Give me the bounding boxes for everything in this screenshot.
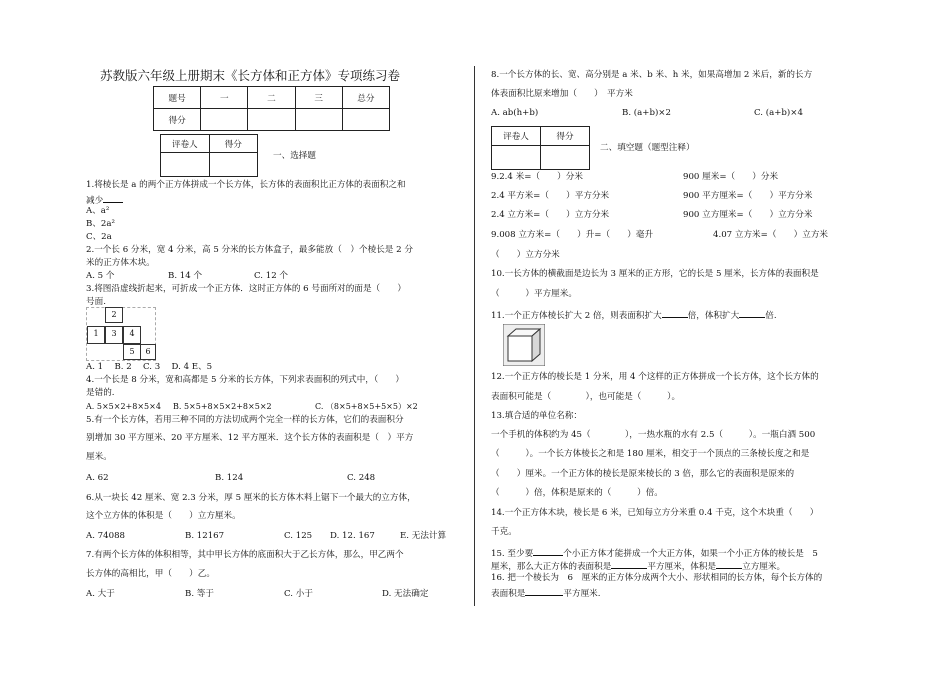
grader-label: 评卷人 — [492, 127, 541, 146]
score-header: 总分 — [342, 87, 389, 109]
q16-blank[interactable] — [525, 586, 563, 596]
q5-option-c[interactable]: C. 248 — [347, 473, 376, 483]
q2-text: 米的正方体木块。 — [86, 258, 155, 268]
q6-option-e[interactable]: E. 无法计算 — [400, 531, 447, 541]
q11-text-pre: 11.一个正方体棱长扩大 2 倍，则表面积扩大 — [491, 311, 662, 321]
q5-text: 5.有一个长方体，若用三种不同的方法切成两个完全一样的长方体，它们的表面积分 — [86, 415, 404, 425]
q2-option-a[interactable]: A. 5 个 — [86, 271, 115, 281]
net-face: 3 — [105, 326, 123, 344]
q6-text: 这个立方体的体积是（ ）立方厘米。 — [86, 511, 241, 521]
grader-cell[interactable] — [541, 146, 590, 170]
q10-text: 10.一长方体的横截面是边长为 3 厘米的正方形，它的长是 5 厘米，长方体的表面积是 — [491, 269, 819, 279]
q15-text-line2-pre: 厘米，那么大正方体的表面积是 — [491, 562, 612, 572]
q16-text: 16. 把一个棱长为 6 厘米的正方体分成两个大小、形状相同的长方体，每个长方体的 — [491, 573, 823, 583]
q9-item[interactable]: 9.008 立方米=（ ）升=（ ）毫升 — [491, 230, 654, 240]
score-cell[interactable] — [248, 109, 295, 131]
q4-option-c[interactable]: C. （8×5+8×5+5×5）×2 — [315, 402, 418, 411]
q1-option-a[interactable]: A、a² — [86, 206, 110, 216]
q1-blank[interactable] — [103, 193, 123, 203]
score-row-label: 得分 — [154, 109, 201, 131]
q15-text-mid: 个小正方体才能拼成一个大正方体，如果一个小正方体的棱长是 5 — [563, 549, 818, 559]
q9-item[interactable]: 900 立方厘米=（ ）立方分米 — [683, 210, 813, 220]
q11-text — [491, 308, 777, 322]
q7-text: 长方体的高相比，甲（ ）乙。 — [86, 569, 215, 579]
net-face: 4 — [123, 326, 141, 344]
section-heading-choice: 一、选择题 — [273, 151, 316, 161]
net-face: 6 — [140, 344, 156, 360]
q15-text — [491, 559, 785, 573]
cube-figure — [503, 324, 545, 366]
q2-option-b[interactable]: B. 14 个 — [168, 271, 203, 281]
column-divider — [474, 66, 475, 606]
score-table — [153, 86, 390, 131]
q9-item[interactable]: 2.4 立方米=（ ）立方分米 — [491, 210, 610, 220]
q9-item[interactable]: 900 厘米=（ ）分米 — [683, 172, 779, 182]
q15-blank[interactable] — [533, 546, 563, 556]
net-face: 2 — [105, 307, 123, 323]
score-cell[interactable] — [342, 109, 389, 131]
q12-text: 12.一个正方体的棱长是 1 分米，用 4 个这样的正方体拼成一个长方体，这个长方体的 — [491, 372, 819, 382]
q14-text[interactable]: 14.一个正方体木块，棱长是 6 米，已知每立方分米重 0.4 千克，这个木块重（ ） — [491, 508, 819, 518]
net-face: 1 — [87, 326, 105, 344]
q5-text: 别增加 30 平方厘米、20 平方厘米、12 平方厘米．这个长方体的表面积是（ ）平方 — [86, 433, 414, 443]
score-header: 三 — [295, 87, 342, 109]
q7-text: 7.有两个长方体的体积相等，其中甲长方体的底面积大于乙长方体，那么，甲乙两个 — [86, 550, 404, 560]
q8-text: 8.一个长方体的长、宽、高分别是 a 米、b 米、h 米，如果高增加 2 米后，新的长方 — [491, 70, 813, 80]
grader-box — [491, 126, 590, 170]
q9-item[interactable]: 2.4 平方米=（ ）平方分米 — [491, 191, 610, 201]
q6-option-c[interactable]: C. 125 — [284, 531, 313, 541]
q8-option-a[interactable]: A. ab(h+b) — [491, 108, 539, 118]
q5-option-a[interactable]: A. 62 — [86, 473, 109, 483]
q15-text — [491, 546, 818, 560]
q4-option-a[interactable]: A. 5×5×2+8×5×4 — [86, 402, 161, 411]
q13-text: 13.填合适的单位名称： — [491, 411, 583, 421]
q14-text: 千克。 — [491, 527, 517, 537]
q4-text: 是错的. — [86, 388, 115, 398]
q15-blank[interactable] — [611, 559, 647, 569]
grader-cell[interactable] — [161, 153, 210, 177]
score-header: 二 — [248, 87, 295, 109]
q12-text[interactable]: 表面积可能是（ ），也可能是（ ）。 — [491, 392, 681, 402]
q6-text: 6.从一块长 42 厘米、宽 2.3 分米，厚 5 厘米的长方体木料上锯下一个最大的立方体， — [86, 493, 416, 503]
score-cell[interactable] — [295, 109, 342, 131]
q3-options[interactable]: A. 1 B. 2 C. 3 D. 4 E、5 — [86, 362, 213, 372]
q3-text: 3.将图沿虚线折起来，可折成一个正方体．这时正方体的 6 号面所对的面是（ ） — [86, 284, 406, 294]
q15-text-line2-mid: 平方厘米，体积是 — [647, 562, 717, 572]
q11-blank[interactable] — [739, 308, 765, 318]
q7-option-c[interactable]: C. 小于 — [284, 589, 313, 599]
q1-option-c[interactable]: C、2a — [86, 232, 112, 242]
q15-blank[interactable] — [716, 559, 742, 569]
q5-text: 厘米。 — [86, 452, 112, 462]
score-header: 题号 — [154, 87, 201, 109]
section-heading-fill: 二、填空题（题型注释） — [600, 143, 695, 153]
q15-text-pre: 15. 至少要 — [491, 549, 534, 559]
q9-item[interactable]: 9.2.4 米=（ ）分米 — [491, 172, 583, 182]
score-cell[interactable] — [201, 109, 248, 131]
grader-label: 得分 — [541, 127, 590, 146]
q2-text: 2.一个长 6 分米，宽 4 分米，高 5 分米的长方体盒子，最多能放（ ）个棱长是 2 分 — [86, 245, 413, 255]
q13-text[interactable]: （ ）。一个长方体棱长之和是 180 厘米，相交于一个顶点的三条棱长度之和是 — [491, 449, 810, 459]
q7-option-d[interactable]: D. 无法确定 — [382, 589, 429, 599]
net-face: 5 — [123, 344, 141, 360]
q8-option-c[interactable]: C. (a+b)×4 — [754, 108, 803, 118]
q13-text[interactable]: 一个手机的体积约为 45（ ），一热水瓶的水有 2.5（ ）。一瓶白酒 500 — [491, 430, 816, 440]
q6-option-a[interactable]: A. 74088 — [86, 531, 126, 541]
q4-option-b[interactable]: B. 5×5+8×5×2+8×5×2 — [173, 402, 272, 411]
grader-label: 得分 — [209, 135, 258, 153]
q1-text-line2: 减少 — [86, 196, 104, 206]
q16-text-line2-post: 平方厘米. — [563, 589, 601, 599]
q15-text-line2-post: 立方厘米。 — [742, 562, 786, 572]
q11-blank[interactable] — [662, 308, 688, 318]
q6-option-b[interactable]: B. 12167 — [185, 531, 225, 541]
q1-text — [86, 193, 123, 207]
grader-label: 评卷人 — [161, 135, 210, 153]
q5-option-b[interactable]: B. 124 — [215, 473, 244, 483]
q8-option-b[interactable]: B. (a+b)×2 — [622, 108, 671, 118]
q10-text[interactable]: （ ）平方厘米。 — [491, 289, 577, 299]
q9-item[interactable]: 900 平方厘米=（ ）平方分米 — [683, 191, 813, 201]
q9-item[interactable]: 4.07 立方米=（ ）立方米 — [713, 230, 829, 240]
q8-text: 体表面积比原来增加（ ） 平方米 — [491, 89, 633, 99]
q7-option-a[interactable]: A. 大于 — [86, 589, 115, 599]
score-header: 一 — [201, 87, 248, 109]
page-title: 苏教版六年级上册期末《长方体和正方体》专项练习卷 — [100, 68, 401, 83]
q13-text[interactable]: （ ）厘米。一个正方体的棱长是原来棱长的 3 倍，那么它的表面积是原来的 — [491, 469, 795, 479]
grader-cell[interactable] — [209, 153, 258, 177]
q1-text: 1.将棱长是 a 的两个正方体拼成一个长方体，长方体的表面积比正方体的表面积之和 — [86, 180, 406, 190]
q1-option-b[interactable]: B、2a² — [86, 219, 115, 229]
q9-item[interactable]: （ ）立方分米 — [491, 250, 560, 260]
q11-text-post: 倍. — [765, 311, 777, 321]
q6-option-d[interactable]: D. 12. 167 — [330, 531, 375, 541]
grader-cell[interactable] — [492, 146, 541, 170]
grader-box — [160, 134, 258, 177]
q7-option-b[interactable]: B. 等于 — [185, 589, 214, 599]
q16-text — [491, 586, 601, 600]
q13-text[interactable]: （ ）倍，体积是原来的（ ）倍。 — [491, 488, 663, 498]
q4-text: 4.一个长是 8 分米，宽和高都是 5 分米的长方体，下列求表面积的列式中，（ ） — [86, 375, 404, 385]
q16-text-line2-pre: 表面积是 — [491, 589, 526, 599]
q3-text: 号面. — [86, 297, 106, 307]
q11-text-mid: 倍，体积扩大 — [687, 311, 740, 321]
q2-option-c[interactable]: C. 12 个 — [254, 271, 288, 281]
